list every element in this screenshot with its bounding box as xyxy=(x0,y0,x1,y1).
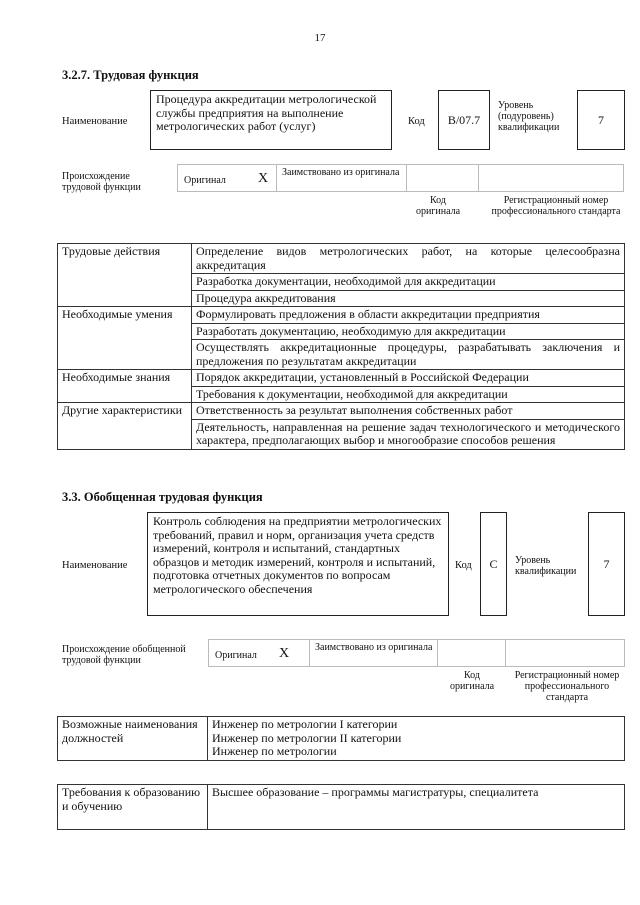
name-label: Наименование xyxy=(62,560,128,571)
level-value-box: 7 xyxy=(577,90,625,150)
borrowed-label: Заимствовано из оригинала xyxy=(315,642,433,653)
table-row xyxy=(58,307,625,324)
list-item: Инженер по метрологии II категории xyxy=(212,730,402,745)
education-value: Высшее образование – программы магистратуры, специалитета xyxy=(208,785,625,830)
code-label: Код xyxy=(455,560,472,571)
row-item: Процедура аккредитования xyxy=(192,290,625,307)
row-item: Порядок аккредитации, установленный в Российской Федерации xyxy=(192,370,625,387)
row-item: Требования к документации, необходимой для аккредитации xyxy=(192,386,625,403)
code-original-label: Код оригинала xyxy=(415,195,461,217)
level-value-box: 7 xyxy=(588,512,625,616)
name-label: Наименование xyxy=(62,116,128,127)
origin-label: Происхождение обобщенной трудовой функции xyxy=(62,644,186,666)
section-heading: 3.3. Обобщенная трудовая функция xyxy=(62,490,263,504)
row-header: Требования к образованию и обучению xyxy=(58,785,208,830)
origin-row xyxy=(208,639,625,667)
table-row xyxy=(58,370,625,387)
code-original-label: Код оригинала xyxy=(449,670,495,692)
divider xyxy=(437,640,438,666)
table-row xyxy=(58,403,625,420)
reg-number-label: Регистрационный номер профессионального стандарта xyxy=(491,195,621,217)
code-value-box: C xyxy=(480,512,507,616)
origin-row xyxy=(177,164,624,192)
education-table xyxy=(57,784,625,830)
origin-label: Происхождение трудовой функции xyxy=(62,171,141,193)
row-item: Формулировать предложения в области аккредитации предприятия xyxy=(192,307,625,324)
divider xyxy=(406,165,407,191)
positions-list xyxy=(208,717,625,761)
row-header: Трудовые действия xyxy=(58,244,192,307)
row-item: Ответственность за результат выполнения собственных работ xyxy=(192,403,625,420)
code-value-box: B/07.7 xyxy=(438,90,490,150)
divider xyxy=(505,640,506,666)
original-label: Оригинал xyxy=(215,650,257,661)
row-item: Разработка документации, необходимой для аккредитации xyxy=(192,274,625,291)
table-row xyxy=(58,785,625,830)
original-mark: X xyxy=(279,646,290,661)
borrowed-label: Заимствовано из оригинала xyxy=(282,167,400,178)
list-item: Инженер по метрологии I категории xyxy=(212,717,398,731)
original-label: Оригинал xyxy=(184,175,226,186)
section-heading: 3.2.7. Трудовая функция xyxy=(62,68,199,82)
original-mark: X xyxy=(258,171,269,186)
page-number: 17 xyxy=(314,32,326,44)
row-item: Разработать документацию, необходимую для аккредитации xyxy=(192,323,625,340)
code-label: Код xyxy=(408,116,425,127)
level-label: Уровень (подуровень) квалификации xyxy=(498,100,560,133)
row-header: Возможные наименования должностей xyxy=(58,717,208,761)
row-item: Определение видов метрологических работ, на которые целесообразна аккредитация xyxy=(192,244,625,274)
positions-table xyxy=(57,716,625,761)
table-row xyxy=(58,717,625,761)
table-row xyxy=(58,244,625,274)
row-item: Деятельность, направленная на решение задач технологического и методического характера, предполагающих выбор и многообразие способов решения xyxy=(192,419,625,449)
row-header: Необходимые знания xyxy=(58,370,192,403)
level-label: Уровень квалификации xyxy=(515,555,577,577)
row-header: Другие характеристики xyxy=(58,403,192,450)
divider xyxy=(276,165,277,191)
function-details-table xyxy=(57,243,625,450)
name-value-box: Контроль соблюдения на предприятии метрологических требований, правил и норм, организация учета средств измерений, контроля и испытаний, стандартных образцов и методик измерений, контроля и испытаний, подготовка отчетных документов по вопросам метрологического обеспечения xyxy=(147,512,449,616)
divider xyxy=(309,640,310,666)
row-item: Осуществлять аккредитационные процедуры, разрабатывать заключения и предложения по результатам аккредитации xyxy=(192,340,625,370)
row-header: Необходимые умения xyxy=(58,307,192,370)
divider xyxy=(478,165,479,191)
name-value-box: Процедура аккредитации метрологической службы предприятия на выполнение метрологических работ (услуг) xyxy=(150,90,392,150)
reg-number-label: Регистрационный номер профессионального стандарта xyxy=(514,670,620,703)
list-item: Инженер по метрологии xyxy=(212,744,337,758)
